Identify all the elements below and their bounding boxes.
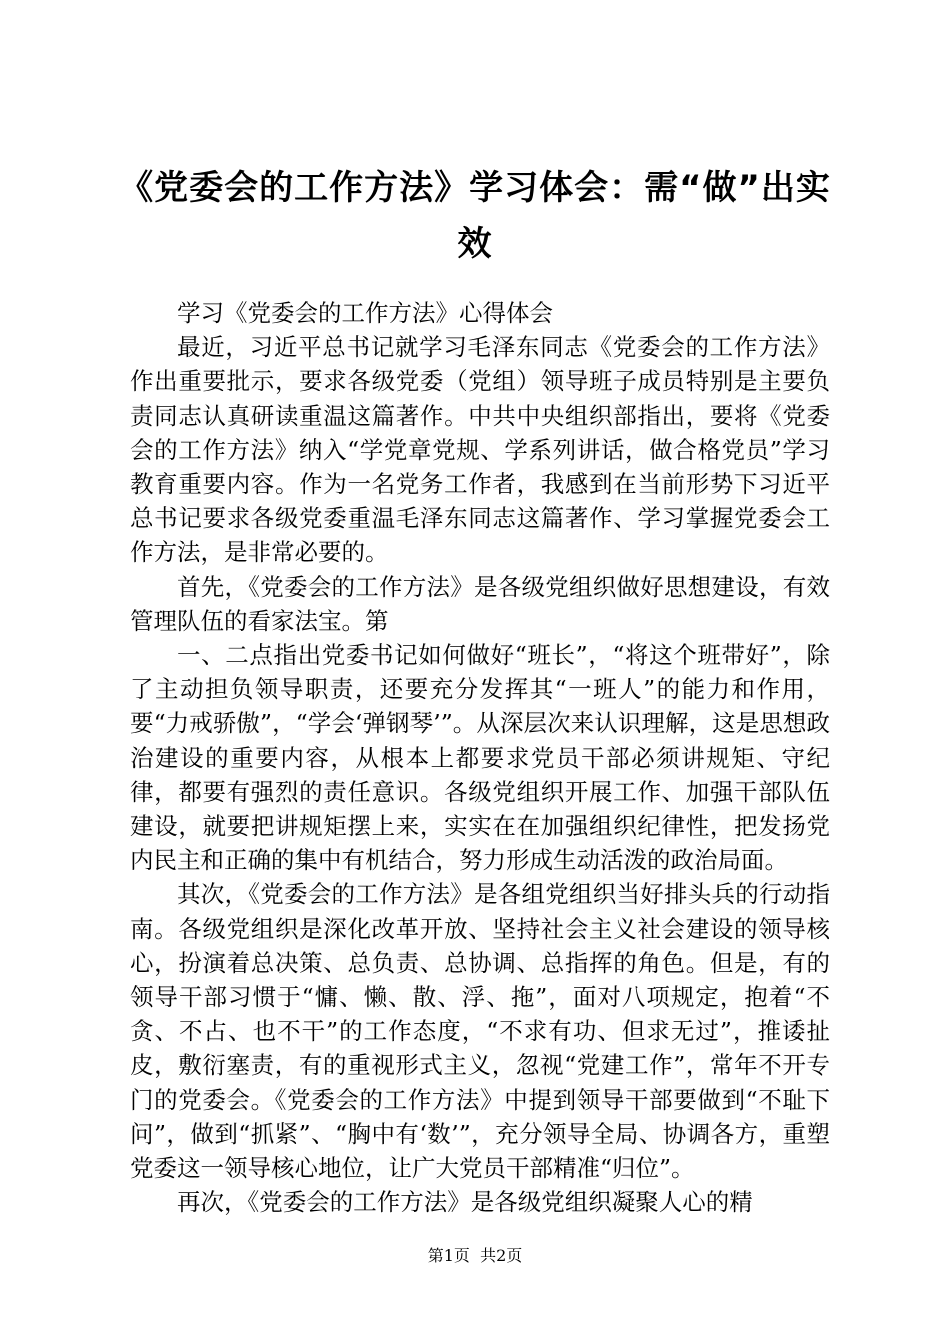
paragraph-subtitle: 学习《党委会的工作方法》心得体会 (177, 299, 553, 327)
paragraph-1: 最近，习近平总书记就学习毛泽东同志《党委会的工作方法》作出重要批示，要求各级党委（党组）领导班子成员特别是主要负责同志认真研读重温这篇著作。中共中央组织部指出，要将《党委会的工作方法》纳入“学党章党规、学系列讲话，做合格党员”学习教育重要内容。作为一名党务工作者，我感到在当前形势下习近平总书记要求各级党委重温毛泽东同志这篇著作、学习掌握党委会工作方法，是非常必要的。 (130, 333, 830, 567)
paragraph-4: 其次，《党委会的工作方法》是各组党组织当好排头兵的行动指南。各级党组织是深化改革开放、坚持社会主义社会建设的领导核心，扮演着总决策、总负责、总协调、总指挥的角色。但是，有的领导干部习惯于“慵、懒、散、浮、拖”，面对八项规定，抱着“不贪、不占、也不干”的工作态度，“不求有功、但求无过”，推诿扯皮，敷衍塞责，有的重视形式主义，忽视“党建工作”，常年不开专门的党委会。《党委会的工作方法》中提到领导干部要做到“不耻下问”，做到“抓紧”、“胸中有‘数’”，充分领导全局、协调各方，重塑党委这一领导核心地位，让广大党员干部精准“归位”。 (130, 880, 830, 1183)
paragraph-5: 再次，《党委会的工作方法》是各级党组织凝聚人心的精 (177, 1188, 753, 1217)
document-title: 《党委会的工作方法》学习体会：需“做”出实效 (119, 168, 831, 264)
paragraph-2: 首先，《党委会的工作方法》是各级党组织做好思想建设，有效管理队伍的看家法宝。第 (130, 572, 830, 635)
paragraph-3: 一、二点指出党委书记如何做好“班长”，“将这个班带好”，除了主动担负领导职责，还要充分发挥其“一班人”的能力和作用，要“力戒骄傲”，“学会‘弹钢琴’”。从深层次来认识理解，这是思想政治建设的重要内容，从根本上都要求党员干部必须讲规矩、守纪律，都要有强烈的责任意识。各级党组织开展工作、加强干部队伍建设，就要把讲规矩摆上来，实实在在加强组织纪律性，把发扬党内民主和正确的集中有机结合，努力形成生动活泼的政治局面。 (130, 641, 830, 875)
document-body (130, 296, 830, 1219)
page-footer: 第1页 共2页 (427, 1246, 523, 1265)
